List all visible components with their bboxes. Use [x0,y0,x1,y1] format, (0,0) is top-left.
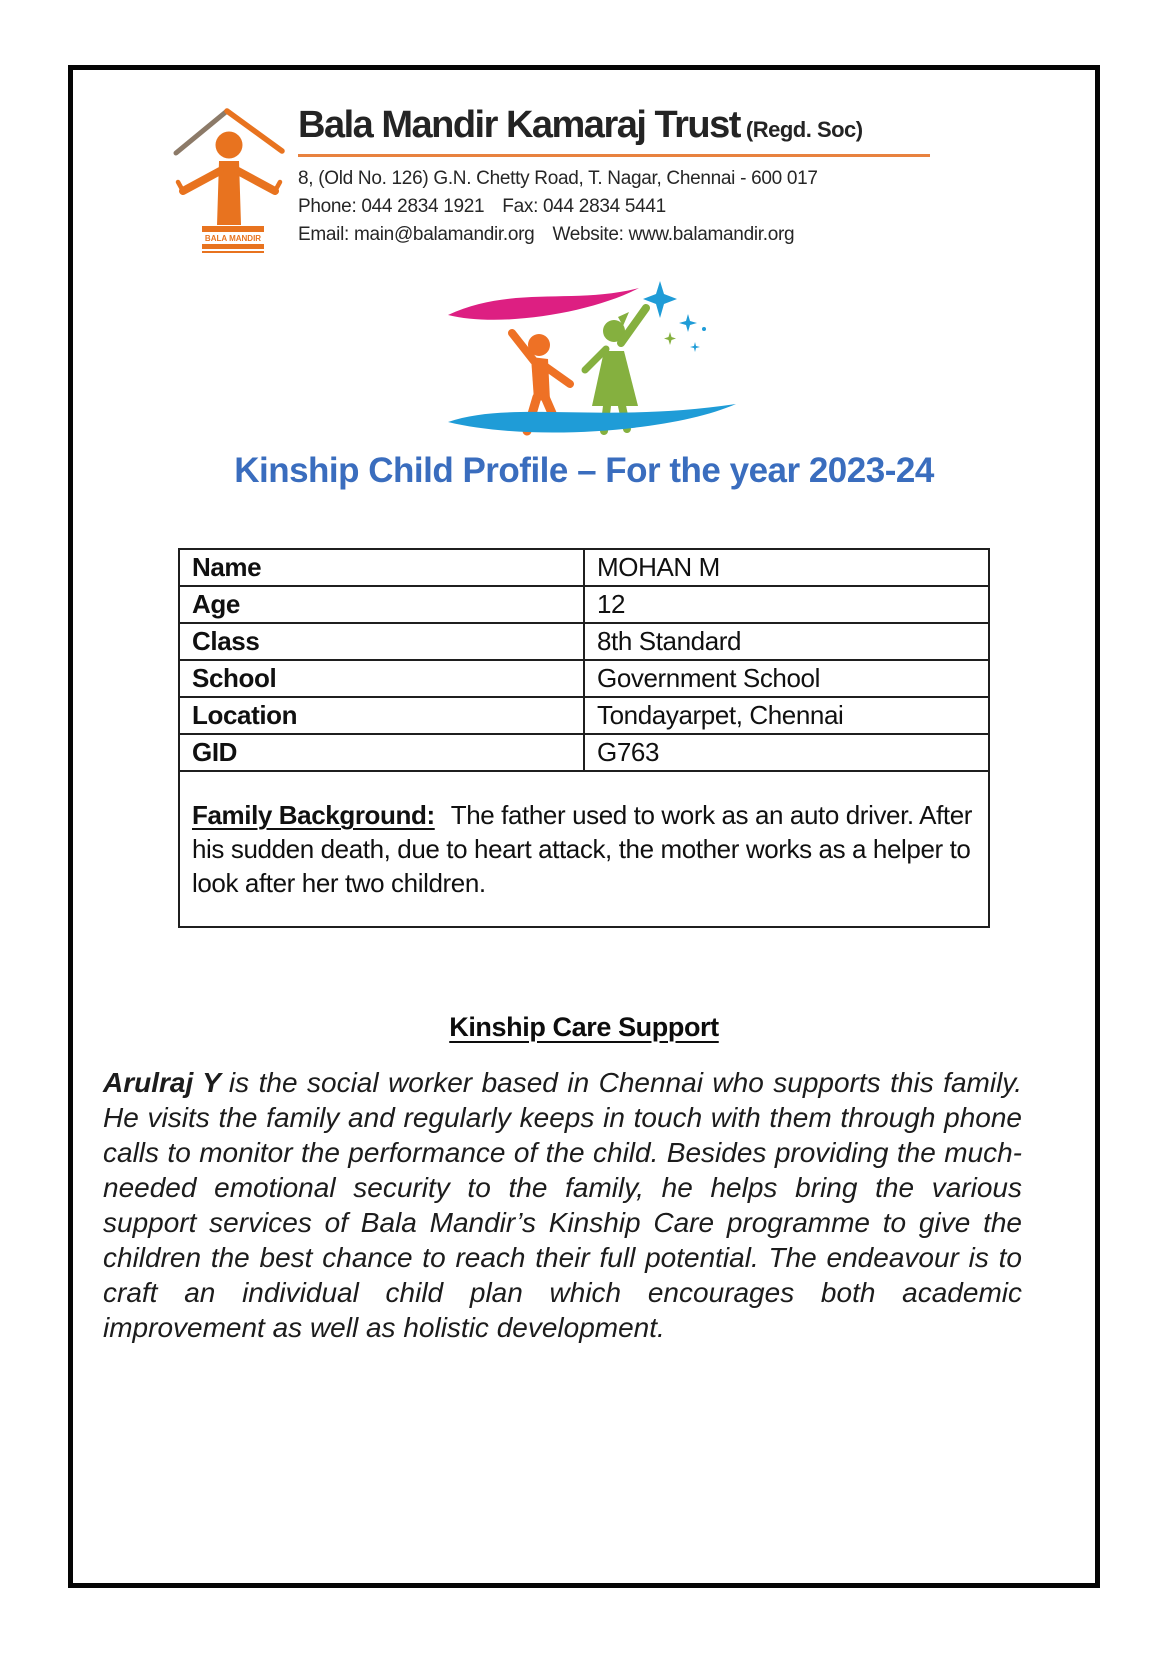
children-stars-logo-icon [442,273,742,443]
row-value: MOHAN M [584,549,989,586]
org-phone-fax [298,193,946,221]
page-title: Kinship Child Profile – For the year 2023-24 [234,451,934,490]
org-registration-suffix: (Regd. Soc) [745,117,863,142]
family-background-row [179,771,989,927]
table-row [179,586,989,623]
org-fax: Fax: 044 2834 5441 [502,196,666,217]
family-background-label: Family Background: [192,800,435,830]
table-row [179,734,989,771]
org-address: 8, (Old No. 126) G.N. Chetty Road, T. Nagar, Chennai - 600 017 [298,168,818,189]
row-label: School [179,660,584,697]
row-label: GID [179,734,584,771]
row-label: Age [179,586,584,623]
row-value: Government School [584,660,989,697]
social-worker-name: Arulraj Y [103,1067,221,1098]
row-value: 8th Standard [584,623,989,660]
table-row [179,697,989,734]
family-background-cell [179,771,989,927]
org-website: Website: www.balamandir.org [552,224,795,245]
org-title-line [298,104,946,147]
row-label: Class [179,623,584,660]
row-value: 12 [584,586,989,623]
letterhead [168,98,1095,253]
table-row [179,623,989,660]
letterhead-text [298,98,946,253]
page-border [68,65,1100,1588]
logo-caption: BALA MANDIR [204,234,262,243]
table-row [179,549,989,586]
support-paragraph [103,1065,1022,1345]
table-row [179,660,989,697]
row-value: Tondayarpet, Chennai [584,697,989,734]
bala-mandir-logo-icon [168,98,290,253]
row-label: Name [179,549,584,586]
support-paragraph-text: is the social worker based in Chennai who supports this family. He visits the family and regularly keeps in touch with them through phone calls to monitor the performance of the child. Besides providing the much-needed emotional security to the family, he helps bring the various support services of Bala Mandir’s Kinship Care programme to give the children the best chance to reach their full potential. The endeavour is to craft an individual child plan which encourages both academic improvement as well as holistic development. [103,1067,1022,1343]
profile-table [178,548,990,928]
family-background-text: The father used to work as an auto driver. After his sudden death, due to heart attack, the mother works as a helper to look after her two children. [192,800,973,898]
header-divider [298,154,930,157]
row-value: G763 [584,734,989,771]
org-email-website [298,221,946,249]
org-email: Email: main@balamandir.org [298,224,535,245]
org-name: Bala Mandir Kamaraj Trust [298,104,740,146]
row-label: Location [179,697,584,734]
section-heading: Kinship Care Support [449,1012,719,1042]
org-phone: Phone: 044 2834 1921 [298,196,485,217]
